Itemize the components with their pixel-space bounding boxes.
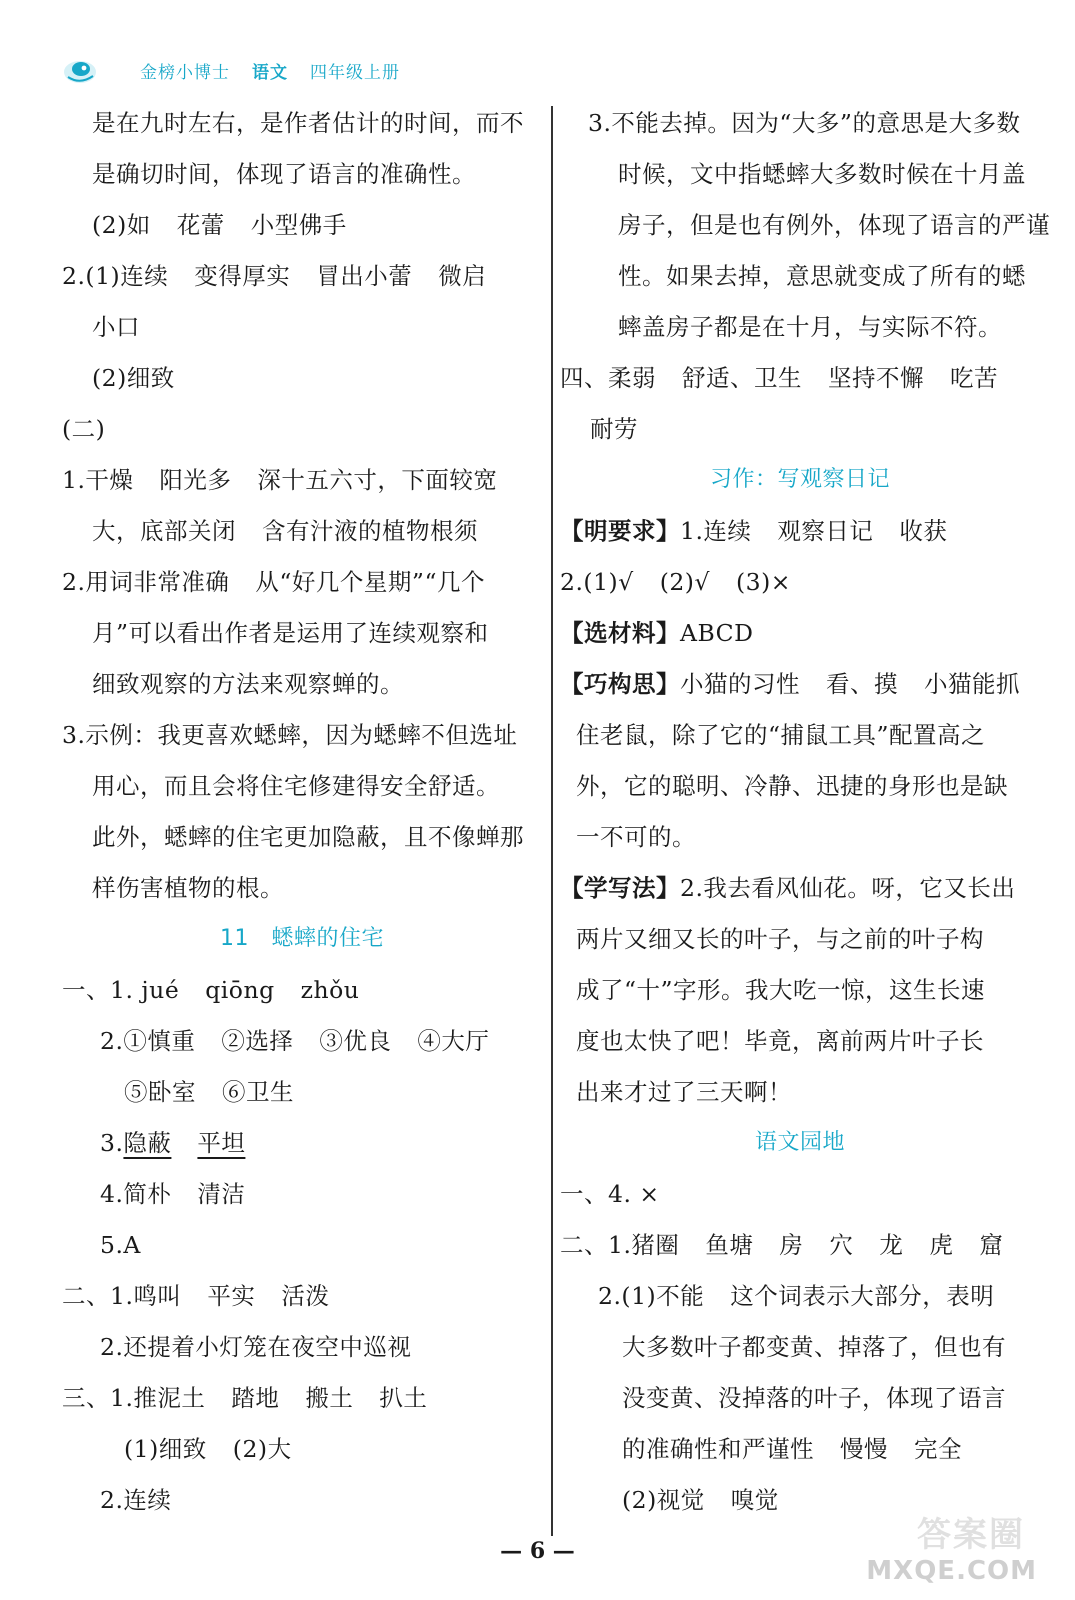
answer-line: 小口	[92, 313, 140, 341]
answer-line: 成了“十”字形。我大吃一惊，这生长速	[576, 976, 986, 1004]
section-tag: 【明要求】	[560, 517, 680, 545]
answer-line: 是确切时间，体现了语言的准确性。	[92, 160, 476, 188]
underlined-word: 隐蔽	[123, 1129, 172, 1157]
subject-label: 语文	[252, 62, 288, 83]
answer-line: 样伤害植物的根。	[92, 874, 284, 902]
answer-line: 2.(1)√ (2)√ (3)×	[560, 568, 791, 596]
answer-line: 此外，蟋蟀的住宅更加隐蔽，且不像蝉那	[92, 823, 524, 851]
answer-line: 月”可以看出作者是运用了连续观察和	[92, 619, 489, 647]
answer-line: 三、1.推泥土 踏地 搬土 扒土	[62, 1384, 428, 1412]
answer-line: 两片又细又长的叶子，与之前的叶子构	[576, 925, 984, 953]
answer-line: 2.连续	[100, 1486, 172, 1514]
answer-line: 【学写法】2.我去看风仙花。呀，它又长出	[560, 874, 1016, 902]
answer-line: 3.示例：我更喜欢蟋蟀，因为蟋蟀不但选址	[62, 721, 518, 749]
lesson-title: 11 蟋蟀的住宅	[220, 926, 384, 951]
answer-line: 一、1. jué qiōng zhǒu	[62, 976, 360, 1004]
section-title: 语文园地	[754, 1130, 845, 1155]
answer-line: 4.简朴 清洁	[100, 1180, 246, 1208]
page-header	[62, 52, 400, 88]
answer-line: 二、1.猪圈 鱼塘 房 穴 龙 虎 窟	[560, 1231, 1004, 1259]
answer-line: 大，底部关闭 含有汁液的植物根须	[92, 517, 478, 545]
answer-line: 用心，而且会将住宅修建得安全舒适。	[92, 772, 500, 800]
watermark-logo: 答案圈	[917, 1515, 1025, 1555]
logo-icon	[62, 55, 98, 85]
answer-line: 3.隐蔽 平坦	[100, 1129, 246, 1157]
answer-line: 性。如果去掉，意思就变成了所有的蟋	[618, 262, 1026, 290]
answer-line: 【巧构思】小猫的习性 看、摸 小猫能抓	[560, 670, 1020, 698]
answer-line: 蟀盖房子都是在十月，与实际不符。	[618, 313, 1002, 341]
answer-line: 大多数叶子都变黄、掉落了，但也有	[622, 1333, 1006, 1361]
answer-line: 的准确性和严谨性 慢慢 完全	[622, 1435, 962, 1463]
answer-line: (2)细致	[92, 364, 175, 392]
right-column	[560, 98, 1050, 1526]
answer-line: 出来才过了三天啊！	[576, 1078, 792, 1106]
answer-line: 四、柔弱 舒适、卫生 坚持不懈 吃苦	[560, 364, 998, 392]
answer-line: 时候，文中指蟋蟀大多数时候在十月盖	[618, 160, 1026, 188]
answer-line: 【明要求】1.连续 观察日记 收获	[560, 517, 948, 545]
section-tag: 【选材料】	[560, 619, 680, 647]
underlined-word: 平坦	[197, 1129, 246, 1157]
answer-line: 住老鼠，除了它的“捕鼠工具”配置高之	[576, 721, 986, 749]
answer-line: 耐劳	[590, 415, 638, 443]
answer-line: 没变黄、没掉落的叶子，体现了语言	[622, 1384, 1006, 1412]
answer-line: 外，它的聪明、冷静、迅捷的身形也是缺	[576, 772, 1008, 800]
answer-line: ⑤卧室 ⑥卫生	[124, 1078, 294, 1106]
brand-title: 金榜小博士	[140, 62, 230, 83]
answer-line: 1.干燥 阳光多 深十五六寸，下面较宽	[62, 466, 498, 494]
answer-line: 2.还提着小灯笼在夜空中巡视	[100, 1333, 412, 1361]
section-label: (二)	[62, 415, 106, 443]
left-column	[62, 98, 542, 1526]
page-number: — 6 —	[500, 1538, 575, 1564]
answer-line: 3.不能去掉。因为“大多”的意思是大多数	[588, 109, 1021, 137]
answer-line: (2)如 花蕾 小型佛手	[92, 211, 347, 239]
section-tag: 【学写法】	[560, 874, 680, 902]
answer-line: 二、1.鸣叫 平实 活泼	[62, 1282, 330, 1310]
answer-line: 是在九时左右，是作者估计的时间，而不	[92, 109, 524, 137]
answer-line: 2.(1)不能 这个词表示大部分，表明	[598, 1282, 995, 1310]
section-tag: 【巧构思】	[560, 670, 680, 698]
answer-line: 一、4. ×	[560, 1180, 660, 1208]
watermark-url: MXQE.COM	[866, 1556, 1037, 1586]
grade-label: 四年级上册	[310, 62, 400, 83]
answer-line: (1)细致 (2)大	[124, 1435, 292, 1463]
answer-line: 2.(1)连续 变得厚实 冒出小蕾 微启	[62, 262, 487, 290]
answer-line: 2.①慎重 ②选择 ③优良 ④大厅	[100, 1027, 490, 1055]
answer-line: 5.A	[100, 1231, 141, 1259]
answer-line: 2.用词非常准确 从“好几个星期”“几个	[62, 568, 485, 596]
answer-line: 房子，但是也有例外，体现了语言的严谨	[618, 211, 1050, 239]
answer-line: (2)视觉 嗅觉	[622, 1486, 779, 1514]
answer-line: 一不可的。	[576, 823, 696, 851]
answer-line: 度也太快了吧！毕竟，离前两片叶子长	[576, 1027, 984, 1055]
writing-title: 习作：写观察日记	[709, 467, 890, 492]
column-divider	[551, 106, 553, 1536]
answer-line: 【选材料】ABCD	[560, 619, 754, 647]
answer-line: 细致观察的方法来观察蝉的。	[92, 670, 404, 698]
